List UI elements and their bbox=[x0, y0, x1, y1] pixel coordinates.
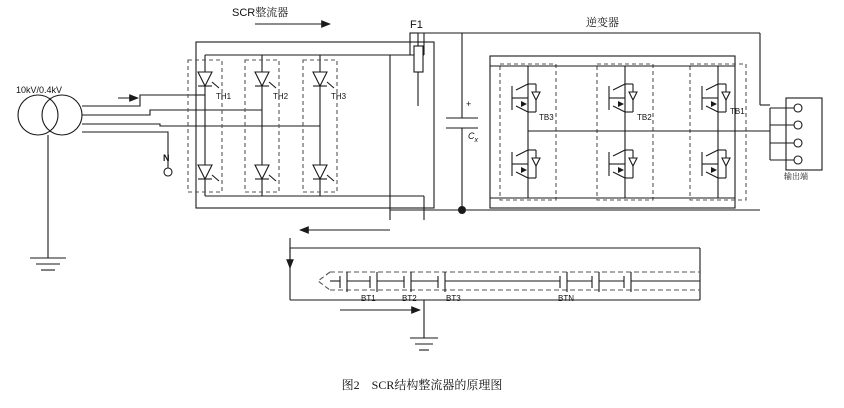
three-phase-lines bbox=[82, 95, 196, 176]
battery-cells bbox=[330, 272, 700, 292]
figure-caption: 图2 SCR结构整流器的原理图 bbox=[341, 378, 503, 392]
igbt-label-tb3: TB3 bbox=[539, 113, 554, 122]
thyristor-label-th1: TH1 bbox=[216, 92, 232, 101]
igbt-label-tb1: TB1 bbox=[730, 107, 745, 116]
battery-label-bt3: BT3 bbox=[446, 294, 461, 303]
capacitor-label: $C_x$ bbox=[468, 131, 478, 144]
capacitor-plus-label: + bbox=[466, 99, 472, 109]
igbt-lower bbox=[512, 150, 730, 178]
fuse-f1 bbox=[414, 33, 423, 106]
battery-label-bt2: BT2 bbox=[402, 294, 417, 303]
igbt-upper bbox=[512, 84, 730, 112]
rectifier-section-label: SCR整流器 bbox=[232, 7, 289, 19]
thyristor-label-th2: TH2 bbox=[273, 92, 289, 101]
thyristor-label-th3: TH3 bbox=[331, 92, 347, 101]
battery-ground bbox=[410, 300, 438, 350]
inverter-section-label: 逆变器 bbox=[586, 17, 619, 29]
fuse-label: F1 bbox=[410, 19, 423, 31]
capacitor-cx bbox=[446, 106, 478, 210]
battery-label-btn: BTN bbox=[558, 294, 574, 303]
output-terminal-label: 输出端 bbox=[784, 172, 808, 181]
source-voltage-label: 10kV/0.4kV bbox=[16, 85, 63, 95]
battery-label-bt1: BT1 bbox=[361, 294, 376, 303]
neutral-label: N bbox=[163, 153, 170, 163]
igbt-label-tb2: TB2 bbox=[637, 113, 652, 122]
transformer-symbol bbox=[18, 95, 82, 270]
